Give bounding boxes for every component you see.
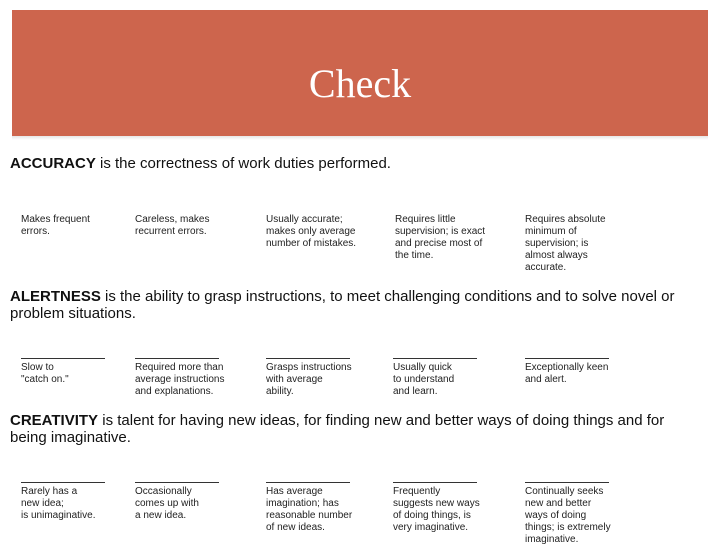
alertness-rule-2 <box>135 358 219 359</box>
creativity-term: CREATIVITY <box>10 412 99 429</box>
alertness-rule-4 <box>393 358 477 359</box>
creativity-level-2: Occasionally comes up with a new idea. <box>135 486 199 521</box>
accuracy-level-5: Requires absolute minimum of supervision; is almost always accurate. <box>525 214 606 273</box>
alertness-level-4: Usually quick to understand and learn. <box>393 362 455 397</box>
alertness-rule-3 <box>266 358 350 359</box>
alertness-rule-1 <box>21 358 105 359</box>
creativity-rule-3 <box>266 482 350 483</box>
alertness-level-2: Required more than average instructions and explanations. <box>135 362 225 397</box>
alertness-rule-5 <box>525 358 609 359</box>
alertness-definition: is the ability to grasp instructions, to meet challenging conditions and to solve novel or problem situations. <box>10 288 675 322</box>
accuracy-level-4: Requires little supervision; is exact and precise most of the time. <box>395 214 486 261</box>
alertness-term: ALERTNESS <box>10 288 101 305</box>
creativity-definition: is talent for having new ideas, for finding new and better ways of doing things and for being imaginative. <box>10 412 665 446</box>
creativity-level-3: Has average imagination; has reasonable number of new ideas. <box>266 486 353 533</box>
creativity-rule-1 <box>21 482 105 483</box>
alertness-level-5: Exceptionally keen and alert. <box>525 362 609 385</box>
creativity-rule-4 <box>393 482 477 483</box>
accuracy-definition: is the correctness of work duties performed. <box>95 155 391 172</box>
accuracy-level-3: Usually accurate; makes only average number of mistakes. <box>266 214 357 249</box>
creativity-rule-2 <box>135 482 219 483</box>
accuracy-level-2: Careless, makes recurrent errors. <box>135 214 210 237</box>
title-banner <box>12 10 708 136</box>
creativity-level-4: Frequently suggests new ways of doing things, is very imaginative. <box>393 486 480 533</box>
slide-title: Check <box>308 61 412 106</box>
alertness-level-1: Slow to "catch on." <box>21 362 69 385</box>
accuracy-term: ACCURACY <box>10 155 96 172</box>
creativity-level-1: Rarely has a new idea; is unimaginative. <box>21 486 96 521</box>
alertness-level-3: Grasps instructions with average ability. <box>266 362 352 397</box>
creativity-heading <box>10 412 700 446</box>
accuracy-heading <box>10 155 700 172</box>
banner-shadow <box>12 136 708 140</box>
alertness-heading <box>10 288 700 322</box>
accuracy-level-1: Makes frequent errors. <box>21 214 90 237</box>
creativity-rule-5 <box>525 482 609 483</box>
creativity-level-5: Continually seeks new and better ways of doing things; is extremely imaginative. <box>525 486 611 545</box>
